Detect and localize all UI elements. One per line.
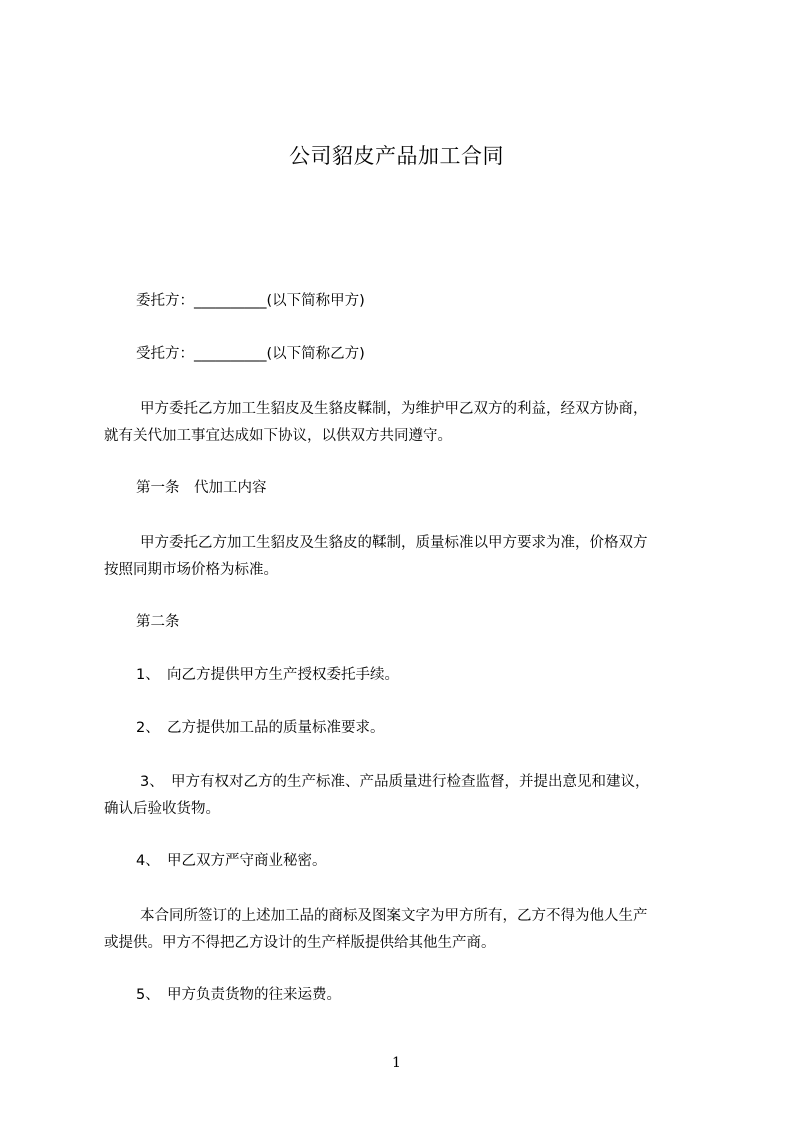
party-b-line: 受托方：__________(以下简称乙方) [136,346,365,362]
article1-line-2: 按照同期市场价格为标准。 [104,562,278,578]
party-a-line: 委托方：__________(以下简称甲方) [136,293,365,309]
intro-line-2: 就有关代加工事宜达成如下协议，以供双方共同遵守。 [104,428,452,444]
article1-heading: 第一条 代加工内容 [136,480,267,496]
article1-line-1: 甲方委托乙方加工生貂皮及生貉皮的鞣制，质量标准以甲方要求为准，价格双方 [140,535,648,551]
trademark-line-2: 或提供。甲方不得把乙方设计的生产样版提供给其他生产商。 [104,935,496,951]
intro-line-1: 甲方委托乙方加工生貂皮及生貉皮鞣制，为维护甲乙双方的利益，经双方协商， [140,401,648,417]
item-3-line-2: 确认后验收货物。 [104,801,220,817]
page-number: 1 [392,1055,401,1071]
item-4: 4、 甲乙双方严守商业秘密。 [136,853,327,869]
trademark-line-1: 本合同所签订的上述加工品的商标及图案文字为甲方所有，乙方不得为他人生产 [140,908,648,924]
contract-title: 公司貂皮产品加工合同 [289,144,504,168]
item-3-line-1: 3、 甲方有权对乙方的生产标准、产品质量进行检查监督，并提出意见和建议， [140,774,650,790]
item-5: 5、 甲方负责货物的往来运费。 [136,987,341,1003]
item-1: 1、 向乙方提供甲方生产授权委托手续。 [136,667,399,683]
article2-heading: 第二条 [136,614,180,630]
item-2: 2、 乙方提供加工品的质量标准要求。 [136,720,385,736]
